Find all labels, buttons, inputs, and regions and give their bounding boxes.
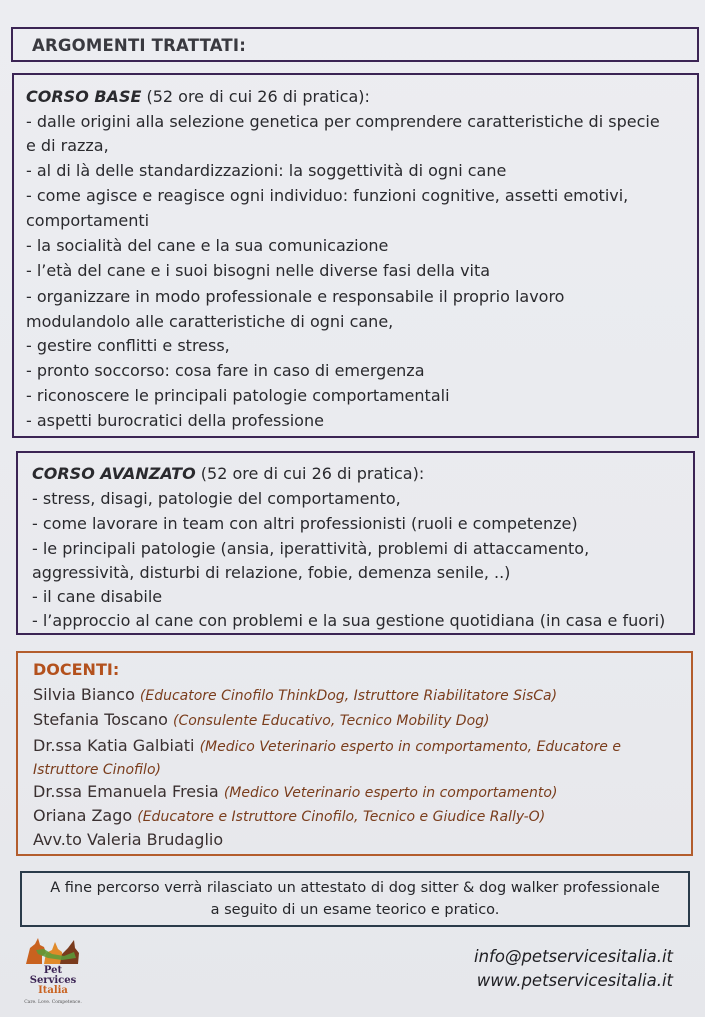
docente-role: (Medico Veterinario esperto in comportamento) bbox=[223, 785, 558, 801]
logo-text: Italia bbox=[38, 985, 68, 996]
corso-avanzato-line: - il cane disabile bbox=[32, 587, 163, 606]
certificate-box bbox=[20, 871, 690, 927]
corso-base-heading bbox=[26, 87, 370, 107]
corso-base-line: - pronto soccorso: cosa fare in caso di emergenza bbox=[26, 361, 425, 380]
corso-base-line: e di razza, bbox=[26, 136, 109, 155]
docente-role: Istruttore Cinofilo) bbox=[33, 762, 161, 778]
corso-base-line: modulandolo alle caratteristiche di ogni cane, bbox=[26, 312, 394, 331]
corso-avanzato-line: - stress, disagi, patologie del comportamento, bbox=[32, 489, 401, 508]
docente-row bbox=[33, 830, 223, 851]
docente-name: Avv.to Valeria Brudaglio bbox=[33, 830, 224, 849]
corso-base-line: - al di là delle standardizzazioni: la soggettività di ogni cane bbox=[26, 161, 507, 180]
docente-name: Silvia Bianco bbox=[33, 685, 140, 704]
corso-avanzato-heading bbox=[32, 464, 424, 484]
pet-services-logo bbox=[22, 936, 84, 1006]
header-box bbox=[11, 27, 699, 62]
corso-base-line: - organizzare in modo professionale e responsabile il proprio lavoro bbox=[26, 287, 565, 306]
corso-avanzato-line: - le principali patologie (ansia, iperattività, problemi di attaccamento, bbox=[32, 539, 590, 558]
certificate-line: A fine percorso verrà rilasciato un attestato di dog sitter & dog walker professionale bbox=[50, 880, 660, 896]
docenti-box bbox=[16, 651, 693, 856]
docente-name: Dr.ssa Emanuela Fresia bbox=[33, 782, 224, 801]
docente-row bbox=[33, 806, 545, 827]
corso-base-line: - l’età del cane e i suoi bisogni nelle diverse fasi della vita bbox=[26, 261, 491, 280]
corso-base-title: CORSO BASE bbox=[26, 87, 142, 106]
website-link[interactable]: www.petservicesitalia.it bbox=[476, 971, 673, 990]
corso-avanzato-subtitle: (52 ore di cui 26 di pratica): bbox=[195, 464, 425, 483]
email-link[interactable]: info@petservicesitalia.it bbox=[474, 947, 673, 966]
corso-base-box bbox=[12, 73, 699, 438]
corso-base-line: - dalle origini alla selezione genetica per comprendere caratteristiche di specie bbox=[26, 112, 660, 131]
corso-base-subtitle: (52 ore di cui 26 di pratica): bbox=[141, 87, 370, 106]
docenti-title: DOCENTI: bbox=[33, 660, 120, 679]
docente-role: (Educatore e Istruttore Cinofilo, Tecnico e Giudice Rally-O) bbox=[137, 809, 546, 825]
corso-avanzato-box bbox=[16, 451, 695, 635]
docente-role: (Consulente Educativo, Tecnico Mobility Dog) bbox=[172, 713, 490, 729]
animals-icon bbox=[22, 936, 84, 966]
docente-row bbox=[33, 782, 557, 803]
docente-name: Oriana Zago bbox=[33, 806, 138, 825]
corso-avanzato-line: aggressività, disturbi di relazione, fobie, demenza senile, ..) bbox=[32, 563, 511, 582]
contact-block bbox=[474, 945, 673, 993]
corso-avanzato-line: - l’approccio al cane con problemi e la sua gestione quotidiana (in casa e fuori) bbox=[32, 611, 666, 630]
docente-row bbox=[33, 710, 490, 731]
docente-row bbox=[33, 759, 161, 780]
docente-role: (Educatore Cinofilo ThinkDog, Istruttore Riabilitatore SisCa) bbox=[139, 688, 558, 704]
corso-avanzato-title: CORSO AVANZATO bbox=[32, 464, 196, 483]
docente-name: Stefania Toscano bbox=[33, 710, 173, 729]
corso-base-line: - la socialità del cane e la sua comunicazione bbox=[26, 236, 389, 255]
corso-avanzato-line: - come lavorare in team con altri professionisti (ruoli e competenze) bbox=[32, 514, 578, 533]
corso-base-line: - gestire conflitti e stress, bbox=[26, 336, 230, 355]
corso-base-line: - aspetti burocratici della professione bbox=[26, 411, 324, 430]
docente-row bbox=[33, 736, 621, 757]
logo-text: Services bbox=[29, 975, 77, 986]
corso-base-line: - come agisce e reagisce ogni individuo: funzioni cognitive, assetti emotivi, bbox=[26, 186, 629, 205]
logo-text: Pet bbox=[43, 965, 63, 976]
docente-name: Dr.ssa Katia Galbiati bbox=[33, 736, 200, 755]
docente-row bbox=[33, 685, 557, 706]
corso-base-line: - riconoscere le principali patologie comportamentali bbox=[26, 386, 450, 405]
docente-role: (Medico Veterinario esperto in comportamento, Educatore e bbox=[199, 739, 621, 755]
logo-tagline: Care. Love. Competence. bbox=[24, 1000, 82, 1005]
section-title: ARGOMENTI TRATTATI: bbox=[32, 36, 247, 55]
certificate-line: a seguito di un esame teorico e pratico. bbox=[210, 902, 500, 918]
corso-base-line: comportamenti bbox=[26, 211, 150, 230]
